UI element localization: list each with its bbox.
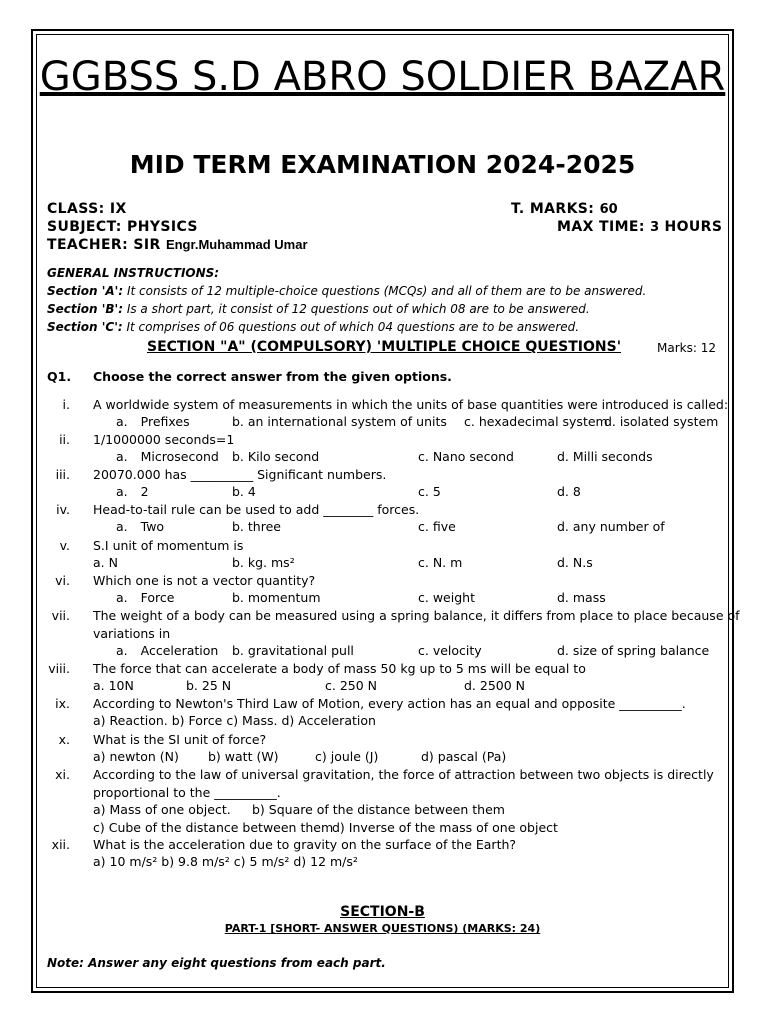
section-a-marks: Marks: 12 xyxy=(657,341,716,355)
instruction-text: Is a short part, it consist of 12 questions out of which 08 are to be answered. xyxy=(123,302,590,316)
section-b-title: SECTION-B xyxy=(340,904,425,920)
class-value: IX xyxy=(109,201,127,217)
section-b-note: Note: Answer any eight questions from each part. xyxy=(47,956,386,970)
max-time-line xyxy=(557,219,722,235)
subject-label: SUBJECT: xyxy=(47,219,122,235)
question-number: viii. xyxy=(48,661,70,676)
school-name: GGBSS S.D ABRO SOLDIER BAZAR xyxy=(39,54,726,100)
exam-title: MID TERM EXAMINATION 2024-2025 xyxy=(129,150,636,179)
section-b-part: PART-1 [SHORT- ANSWER QUESTIONS) (MARKS: 24) xyxy=(224,922,541,935)
option: a. 10N xyxy=(93,678,134,693)
section-a-title: SECTION "A" (COMPULSORY) 'MULTIPLE CHOICE QUESTIONS' xyxy=(147,339,621,355)
option: d. 8 xyxy=(557,484,581,499)
max-time-value: 3 xyxy=(650,220,660,235)
subject-line xyxy=(47,219,198,235)
instruction-text: It comprises of 06 questions out of which 04 questions are to be answered. xyxy=(122,320,580,334)
question-text-cont: variations in xyxy=(93,626,171,641)
option: a. Acceleration xyxy=(116,643,219,658)
teacher-name: Engr.Muhammad Umar xyxy=(165,237,308,252)
q1-number: Q1. xyxy=(47,369,72,384)
instruction-text: It consists of 12 multiple-choice questions (MCQs) and all of them are to be answered. xyxy=(123,284,647,298)
option: d. isolated system xyxy=(604,414,719,429)
option: c. hexadecimal system xyxy=(464,414,608,429)
option: c) joule (J) xyxy=(315,749,379,764)
option: d) pascal (Pa) xyxy=(421,749,507,764)
option: c. five xyxy=(418,519,456,534)
option: c. N. m xyxy=(418,555,463,570)
question-number: i. xyxy=(62,397,70,412)
question-text: According to Newton's Third Law of Motion, every action has an equal and opposite __________. xyxy=(93,696,686,711)
question-number: xi. xyxy=(55,767,70,782)
option: c. weight xyxy=(418,590,475,605)
option: a. Microsecond xyxy=(116,449,219,464)
option-line: a) 10 m/s² b) 9.8 m/s² c) 5 m/s² d) 12 m/s² xyxy=(93,854,358,869)
option: b. Kilo second xyxy=(232,449,320,464)
option: c. velocity xyxy=(418,643,482,658)
question-number: ix. xyxy=(55,696,70,711)
instruction-item xyxy=(47,302,590,316)
option: b. kg. ms² xyxy=(232,555,295,570)
q1-instruction: Choose the correct answer from the given options. xyxy=(93,369,452,384)
max-time-label: MAX TIME: xyxy=(557,219,645,235)
question-text: 20070.000 has __________ Significant numbers. xyxy=(93,467,387,482)
instruction-label: Section 'A': xyxy=(47,284,124,298)
class-label: CLASS: xyxy=(47,201,105,217)
option: b. an international system of units xyxy=(232,414,447,429)
question-text: According to the law of universal gravitation, the force of attraction between two objects is directly xyxy=(93,767,714,782)
question-number: xii. xyxy=(51,837,70,852)
question-number: iii. xyxy=(55,467,70,482)
teacher-prefix: SIR xyxy=(133,237,161,253)
teacher-label: TEACHER: xyxy=(47,237,129,253)
option: a) newton (N) xyxy=(93,749,179,764)
total-marks-label: T. MARKS: xyxy=(511,201,595,217)
question-number: ii. xyxy=(59,432,70,447)
question-number: iv. xyxy=(56,502,70,517)
option: b) Square of the distance between them xyxy=(252,802,505,817)
instruction-item xyxy=(47,284,646,298)
option: a. Force xyxy=(116,590,175,605)
option: d. N.s xyxy=(557,555,593,570)
question-number: v. xyxy=(59,538,70,553)
option: d. Milli seconds xyxy=(557,449,653,464)
option: b. 4 xyxy=(232,484,256,499)
option: c) Cube of the distance between them xyxy=(93,820,334,835)
option: d. mass xyxy=(557,590,606,605)
question-text: What is the SI unit of force? xyxy=(93,732,267,747)
question-text: A worldwide system of measurements in which the units of base quantities were introduced is called: xyxy=(93,397,729,412)
option: b. three xyxy=(232,519,281,534)
option: d. size of spring balance xyxy=(557,643,710,658)
question-text-cont: proportional to the __________. xyxy=(93,785,281,800)
option: a. Prefixes xyxy=(116,414,190,429)
option: c. 250 N xyxy=(325,678,378,693)
instructions-title: GENERAL INSTRUCTIONS: xyxy=(47,266,220,280)
option: d. 2500 N xyxy=(464,678,526,693)
question-number: vii. xyxy=(51,608,70,623)
question-text: 1/1000000 seconds=1 xyxy=(93,432,235,447)
question-text: Which one is not a vector quantity? xyxy=(93,573,316,588)
instruction-label: Section 'C': xyxy=(47,320,123,334)
option: c. Nano second xyxy=(418,449,514,464)
option: d. any number of xyxy=(557,519,665,534)
teacher-line xyxy=(47,237,308,253)
option: c. 5 xyxy=(418,484,441,499)
class-line xyxy=(47,201,127,217)
question-text: S.I unit of momentum is xyxy=(93,538,244,553)
option: a. 2 xyxy=(116,484,149,499)
option: b. momentum xyxy=(232,590,321,605)
option: a. Two xyxy=(116,519,165,534)
option: a) Mass of one object. xyxy=(93,802,231,817)
option: a. N xyxy=(93,555,118,570)
max-time-unit: HOURS xyxy=(664,219,723,235)
question-text: Head-to-tail rule can be used to add ________ forces. xyxy=(93,502,420,517)
total-marks-value: 60 xyxy=(599,202,618,217)
option: b. 25 N xyxy=(186,678,232,693)
question-number: x. xyxy=(58,732,70,747)
question-text: What is the acceleration due to gravity on the surface of the Earth? xyxy=(93,837,517,852)
question-number: vi. xyxy=(55,573,70,588)
question-text: The weight of a body can be measured using a spring balance, it differs from place to place because of xyxy=(93,608,740,623)
instruction-label: Section 'B': xyxy=(47,302,124,316)
option: d) Inverse of the mass of one object xyxy=(332,820,558,835)
subject-value: PHYSICS xyxy=(127,219,198,235)
option: b. gravitational pull xyxy=(232,643,354,658)
instruction-item xyxy=(47,320,579,334)
option: b) watt (W) xyxy=(208,749,279,764)
total-marks-line xyxy=(511,201,618,217)
question-text: The force that can accelerate a body of mass 50 kg up to 5 ms will be equal to xyxy=(93,661,586,676)
option-line: a) Reaction. b) Force c) Mass. d) Acceleration xyxy=(93,713,376,728)
